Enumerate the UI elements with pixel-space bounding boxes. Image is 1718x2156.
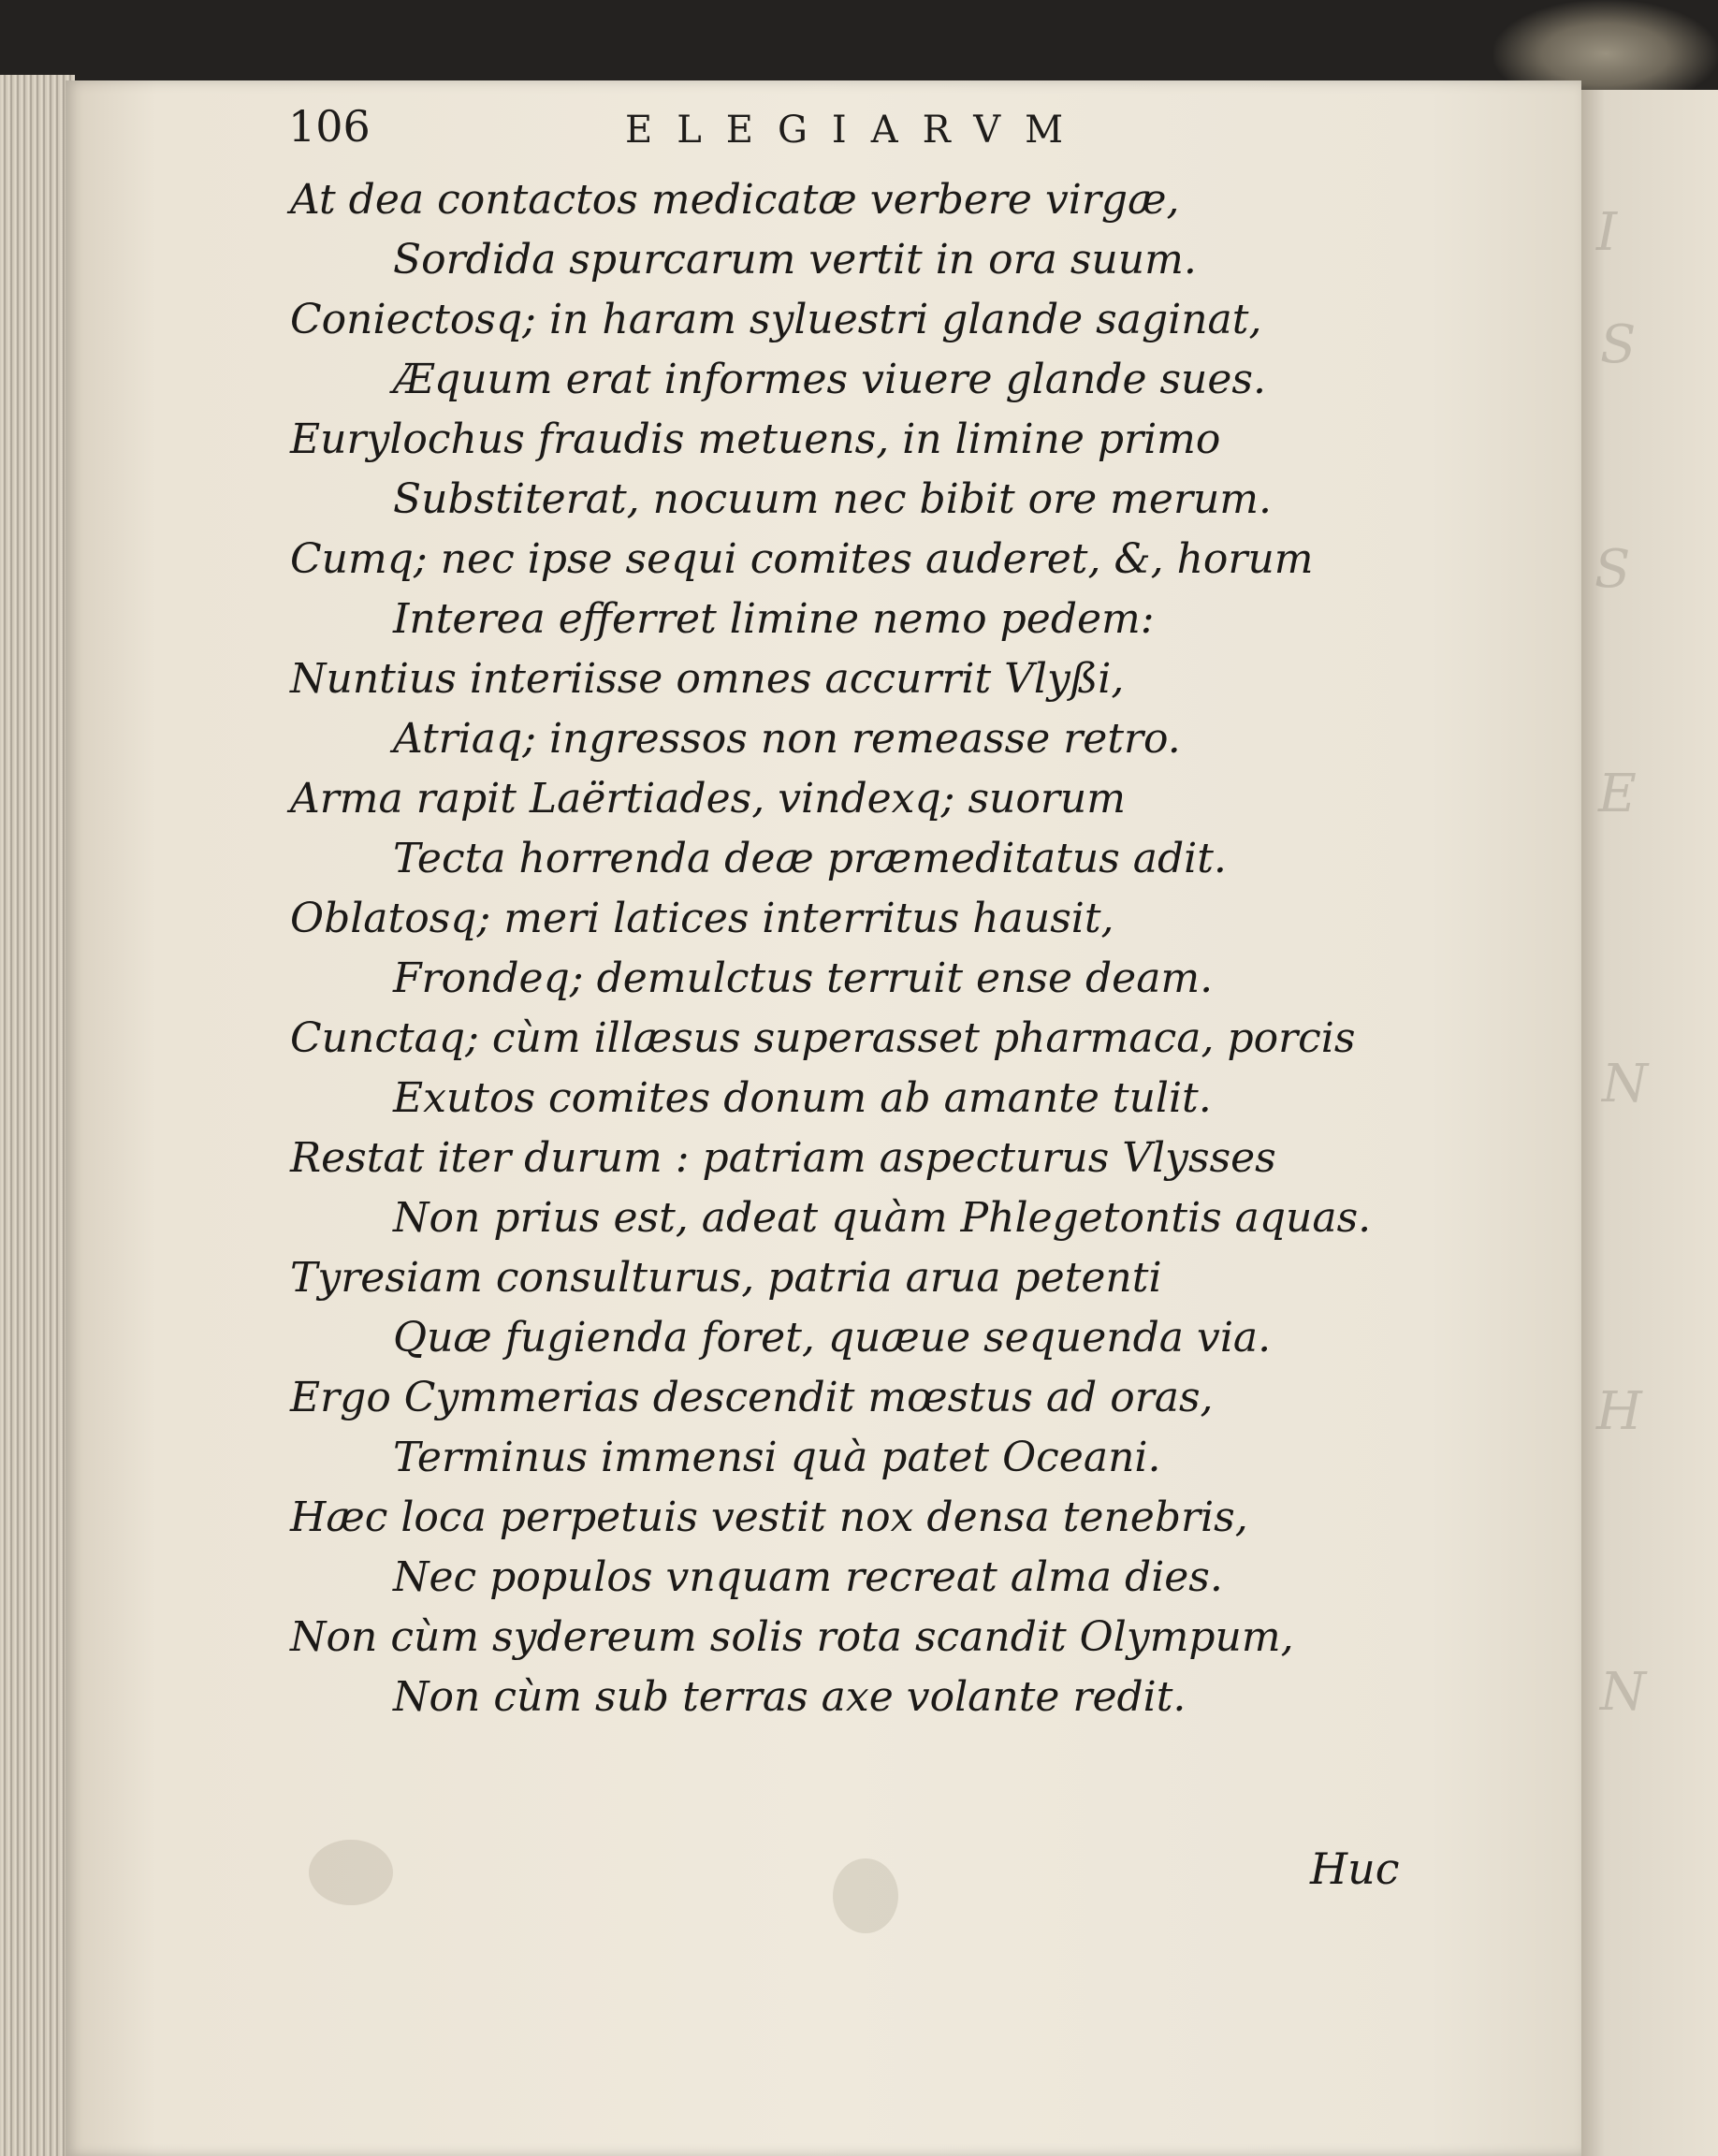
verse-line: Eurylochus fraudis metuens, in limine primo [290,415,1221,463]
ink-smudge [833,1858,898,1933]
ink-smudge [309,1840,393,1905]
show-through-mark: H [1596,1381,1642,1442]
verse-line: Restat iter durum : patriam aspecturus Vlysses [290,1134,1276,1182]
verse-line: Nuntius interiisse omnes accurrit Vlyßi, [290,655,1125,703]
show-through-mark: N [1602,1054,1648,1114]
verse-line: Exutos comites donum ab amante tulit. [393,1074,1212,1122]
verse-line: Interea efferret limine nemo pedem: [393,595,1155,643]
verse-line: Non cùm sub terras axe volante redit. [393,1673,1187,1721]
verse-line: Coniectosq; in haram syluestri glande saginat, [290,296,1262,343]
verse-line: Sordida spurcarum vertit in ora suum. [393,236,1197,284]
verse-line: Cunctaq; cùm illæsus superasset pharmaca, porcis [290,1014,1356,1062]
verse-block [290,170,1413,1727]
verse-line: Frondeq; demulctus terruit ense deam. [393,954,1214,1002]
verse-line: Ergo Cymmerias descendit mœstus ad oras, [290,1374,1214,1421]
verse-line: Arma rapit Laërtiades, vindexq; suorum [290,775,1126,823]
page-number: 106 [288,101,371,152]
show-through-mark: N [1600,1662,1646,1723]
verse-line: At dea contactos medicatæ verbere virgæ, [290,176,1180,224]
verse-line: Non prius est, adeat quàm Phlegetontis aquas. [393,1194,1372,1242]
verse-line: Substiterat, nocuum nec bibit ore merum. [393,475,1273,523]
verse-line: Hæc loca perpetuis vestit nox densa tenebris, [290,1493,1248,1541]
binding-thread [1493,0,1718,90]
verse-line: Nec populos vnquam recreat alma dies. [393,1553,1223,1601]
verse-line: Cumq; nec ipse sequi comites auderet, &, horum [290,535,1314,583]
verse-line: Atriaq; ingressos non remeasse retro. [393,715,1181,763]
page-edges [0,75,75,2156]
page-header [288,101,1187,167]
verse-line: Oblatosq; meri latices interritus hausit, [290,895,1114,942]
verse-line: Tecta horrenda deæ præmeditatus adit. [393,835,1227,882]
verse-line: Æquum erat informes viuere glande sues. [393,356,1267,403]
show-through-mark: S [1600,314,1637,375]
verse-line: Quæ fugienda foret, quæue sequenda via. [393,1314,1272,1362]
show-through-mark: E [1598,764,1637,824]
show-through-mark: S [1594,539,1631,600]
verse-line: Non cùm sydereum solis rota scandit Olympum, [290,1613,1294,1661]
verse-line: Tyresiam consulturus, patria arua petenti [290,1254,1162,1302]
show-through-mark: I [1596,202,1618,263]
verse-line: Terminus immensi quà patet Oceani. [393,1434,1161,1481]
catchword: Huc [1310,1843,1400,1894]
facing-page-edge [1578,90,1718,2156]
running-title: ELEGIARVM [625,109,1088,152]
